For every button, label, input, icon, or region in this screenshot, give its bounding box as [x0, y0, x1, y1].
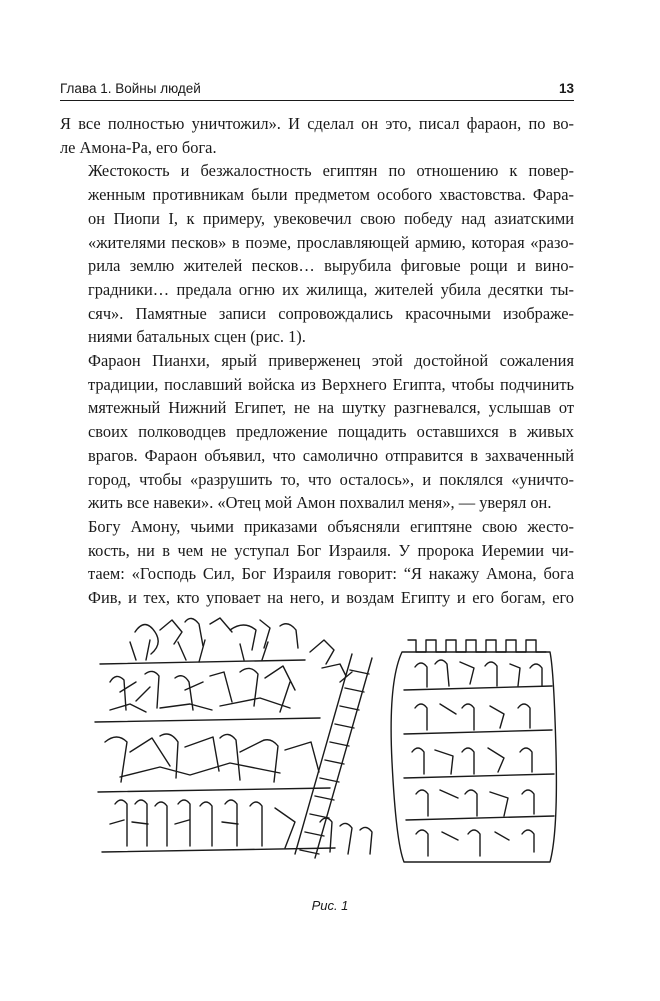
text-line: ниями батальных сцен (рис. 1). [88, 327, 306, 347]
text-line: врагов. Фараон объявил, что самолично отправится в захваченный [88, 445, 574, 465]
text-line: Фив, и тех, кто уповает на него, и воздам Египту и его богам, его [88, 588, 574, 608]
battle-relief-illustration [90, 612, 560, 887]
text-line: ле Амона-Ра, его бога. [60, 137, 217, 157]
paragraph-2 [60, 159, 574, 349]
text-line: мятежный Нижний Египет, не на шутку разгневался, услышав от [88, 398, 574, 418]
figure-caption: Рис. 1 [311, 898, 349, 913]
text-line: «жителями песков» в поэме, прославляющей армию, которая «разо- [88, 232, 574, 252]
body-text [60, 112, 574, 610]
text-line: жить все навеки». «Отец мой Амон похвалил меня», — уверял он. [88, 493, 552, 513]
text-line: Богу Амону, чьими приказами объясняли египтяне свою жесто- [88, 516, 574, 536]
text-line: сяч». Памятные записи сопровождались красочными изображе- [88, 303, 574, 323]
relief-drawing [90, 612, 560, 887]
text-line: градники… предала огню их жилища, жителей убила десятки ты- [88, 279, 574, 299]
text-line: таем: «Господь Сил, Бог Израиля говорит: “Я накажу Амона, бога [88, 564, 574, 584]
text-line: Я все полностью уничтожил». И сделал он это, писал фараон, по во- [60, 114, 574, 133]
paragraph-1 [60, 112, 574, 159]
text-line: город, чтобы «разрушить то, что осталось», и поклялся «уничто- [88, 469, 574, 489]
text-line: Жестокость и безжалостность египтян по отношению к повер- [88, 161, 574, 181]
text-line: своих полководцев предложение пощадить оставшихся в живых [88, 422, 574, 442]
text-line: Фараон Пианхи, ярый приверженец этой достойной сожаления [88, 351, 574, 371]
paragraph-3 [60, 349, 574, 515]
text-line: традиции, пославший войска из Верхнего Египта, чтобы подчинить [88, 374, 574, 394]
text-line: кость, ни в чем не уступал Бог Израиля. У пророка Иеремии чи- [88, 540, 574, 560]
text-line: женным противникам были предметом особого хвастовства. Фара- [88, 185, 574, 205]
running-header [60, 78, 574, 101]
chapter-title: Глава 1. Войны людей [60, 81, 201, 96]
paragraph-4 [60, 515, 574, 610]
text-line: он Пиопи I, к примеру, увековечил свою победу над азиатскими [88, 208, 574, 228]
page-number: 13 [558, 81, 574, 96]
text-line: рила землю жителей песков… вырубила фиговые рощи и вино- [88, 256, 574, 276]
